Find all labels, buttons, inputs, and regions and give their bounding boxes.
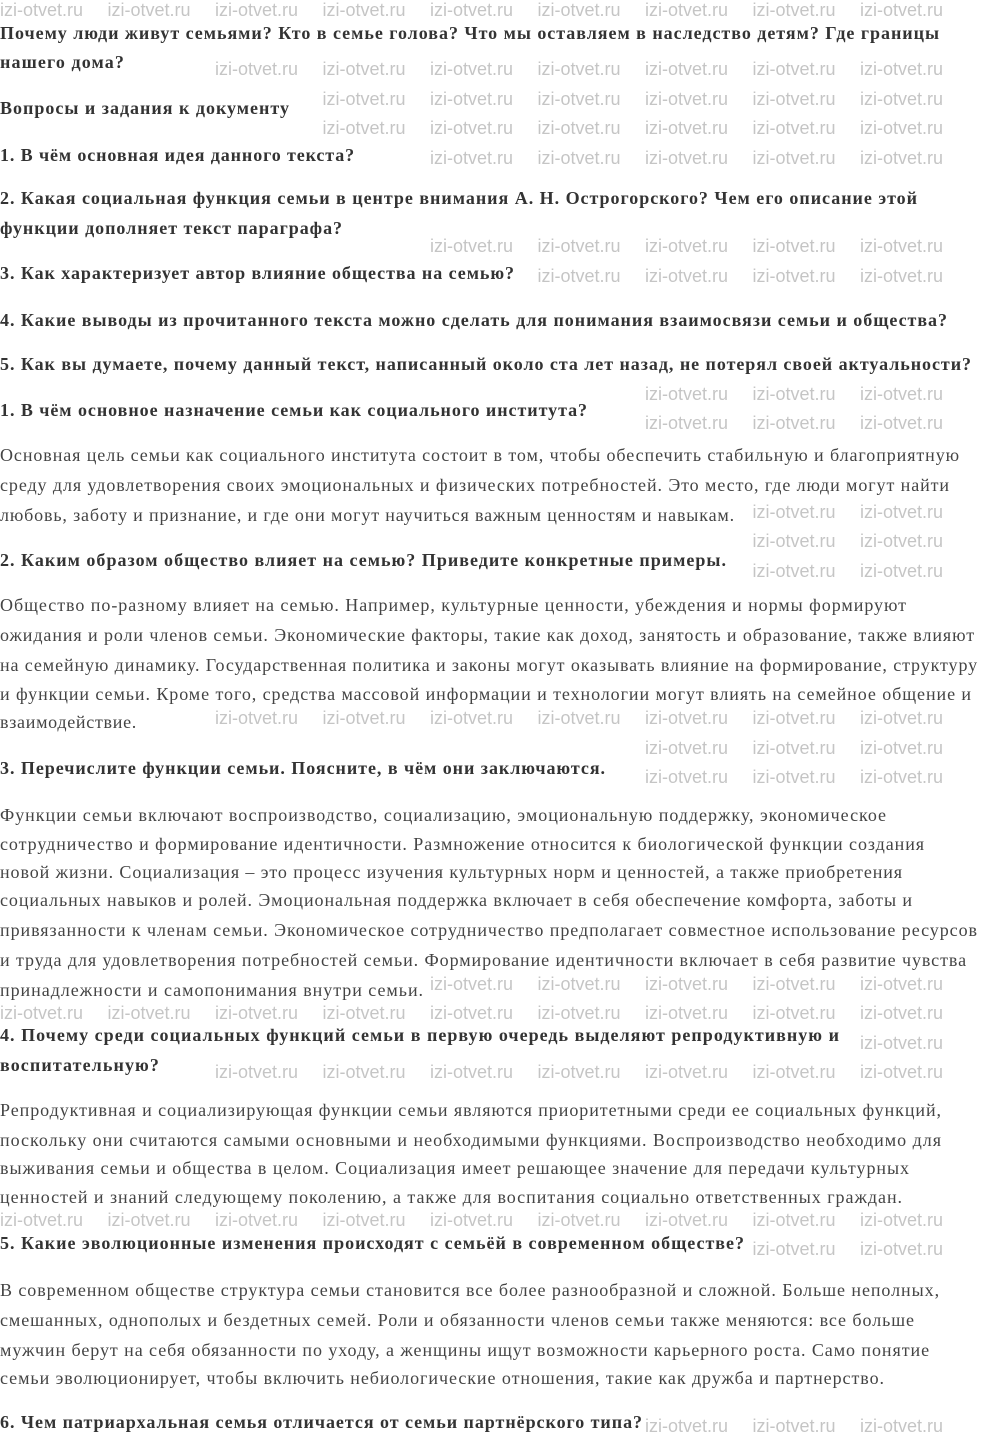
watermark-text: izi-otvet.ru [752, 708, 836, 728]
answer-line: новой жизни. Социализация – это процесс изучения культурных норм и ценностей, а также приобретения [0, 862, 903, 882]
watermark-text: izi-otvet.ru [752, 118, 836, 138]
watermark-text: izi-otvet.ru [645, 118, 729, 138]
watermark-text: izi-otvet.ru [645, 1209, 729, 1230]
watermark-text: izi-otvet.ru [860, 737, 944, 758]
watermark-text: izi-otvet.ru [752, 236, 836, 256]
watermark-text: izi-otvet.ru [860, 147, 944, 168]
watermark-text: izi-otvet.ru [322, 118, 406, 138]
watermark-text: izi-otvet.ru [752, 560, 836, 581]
answer-line: социальных навыков и ролей. Эмоциональная поддержка включает в себя обеспечение комфорта, заботы и [0, 890, 913, 910]
watermark-text: izi-otvet.ru [860, 265, 944, 286]
question-heading: 4. Почему среди социальных функций семьи в первую очередь выделяют репродуктивную и [0, 1025, 840, 1045]
watermark-text: izi-otvet.ru [752, 973, 836, 994]
watermark-text: izi-otvet.ru [860, 236, 944, 256]
watermark-text: izi-otvet.ru [537, 708, 621, 728]
watermark-text: izi-otvet.ru [752, 1209, 836, 1230]
watermark-text: izi-otvet.ru [752, 88, 836, 109]
watermark-text: izi-otvet.ru [430, 147, 514, 168]
watermark-text: izi-otvet.ru [107, 1003, 191, 1023]
watermark-text: izi-otvet.ru [645, 383, 729, 404]
question-heading: воспитательную? [0, 1055, 160, 1075]
watermark-text: izi-otvet.ru [860, 1062, 944, 1082]
watermark-text: izi-otvet.ru [752, 767, 836, 787]
watermark-text: izi-otvet.ru [107, 1209, 191, 1230]
watermark-text: izi-otvet.ru [860, 59, 944, 79]
section-title: Вопросы и задания к документу [0, 98, 290, 118]
watermark-text: izi-otvet.ru [752, 1416, 836, 1436]
watermark-text: izi-otvet.ru [537, 265, 621, 286]
watermark-text: izi-otvet.ru [215, 1062, 299, 1082]
watermark-text: izi-otvet.ru [537, 236, 621, 256]
watermark-text: izi-otvet.ru [752, 1239, 836, 1259]
answer-line: любовь, заботу и признание, и где они могут научиться важным ценностям и навыкам. [0, 505, 735, 525]
answer-line: сотрудничество и формирование идентичности. Размножение относится к биологической функции создания [0, 834, 925, 854]
answer-line: на семейную динамику. Государственная политика и законы могут оказывать влияние на формирование, структуру [0, 655, 978, 675]
document-question: 2. Какая социальная функция семьи в центре внимания А. Н. Острогорского? Чем его описание этой [0, 188, 918, 208]
watermark-text: izi-otvet.ru [215, 59, 299, 79]
document-question: функции дополняет текст параграфа? [0, 218, 343, 238]
watermark-text: izi-otvet.ru [215, 1209, 299, 1230]
answer-line: Репродуктивная и социализирующая функции семьи являются приоритетными среди ее социальных функций, [0, 1100, 942, 1120]
watermark-text: izi-otvet.ru [860, 1003, 944, 1023]
watermark-text: izi-otvet.ru [860, 1209, 944, 1230]
answer-line: и труда для удовлетворения потребностей семьи. Формирование идентичности включает в себя развитие чувства [0, 950, 967, 970]
watermark-text: izi-otvet.ru [537, 973, 621, 994]
document-question: 5. Как вы думаете, почему данный текст, написанный около ста лет назад, не потерял своей актуальности? [0, 354, 972, 374]
watermark-text: izi-otvet.ru [860, 1032, 944, 1053]
watermark-text: izi-otvet.ru [215, 0, 299, 20]
watermark-text: izi-otvet.ru [645, 1416, 729, 1436]
watermark-text: izi-otvet.ru [752, 1062, 836, 1082]
answer-line: и функции семьи. Кроме того, средства массовой информации и технологии могут влиять на семейное общение и [0, 684, 972, 704]
question-heading: 6. Чем патриархальная семья отличается от семьи партнёрского типа? [0, 1412, 643, 1432]
watermark-text: izi-otvet.ru [430, 118, 514, 138]
watermark-text: izi-otvet.ru [645, 265, 729, 286]
intro-line: Почему люди живут семьями? Кто в семье голова? Что мы оставляем в наследство детям? Где границы [0, 23, 940, 43]
watermark-text: izi-otvet.ru [430, 88, 514, 109]
watermark-text: izi-otvet.ru [860, 767, 944, 787]
answer-line: Основная цель семьи как социального института состоит в том, чтобы обеспечить стабильную и благоприятную [0, 445, 960, 465]
watermark-text: izi-otvet.ru [752, 265, 836, 286]
watermark-text: izi-otvet.ru [645, 767, 729, 787]
answer-line: ожидания и роли членов семьи. Экономические факторы, такие как доход, занятость и образование, также влияют [0, 625, 975, 645]
watermark-text: izi-otvet.ru [537, 118, 621, 138]
watermark-text: izi-otvet.ru [860, 973, 944, 994]
watermark-text: izi-otvet.ru [322, 708, 406, 728]
answer-line: взаимодействие. [0, 712, 137, 732]
watermark-text: izi-otvet.ru [322, 88, 406, 109]
question-heading: 5. Какие эволюционные изменения происходят с семьёй в современном обществе? [0, 1233, 745, 1253]
intro-line: нашего дома? [0, 52, 125, 72]
watermark-text: izi-otvet.ru [645, 708, 729, 728]
watermark-text: izi-otvet.ru [645, 59, 729, 79]
watermark-text: izi-otvet.ru [645, 88, 729, 109]
answer-line: В современном обществе структура семьи становится все более разнообразной и сложной. Больше неполных, [0, 1280, 940, 1300]
watermark-text: izi-otvet.ru [645, 737, 729, 758]
watermark-text: izi-otvet.ru [752, 501, 836, 522]
answer-line: выживания семьи и общества в целом. Социализация имеет решающее значение для передачи культурных [0, 1158, 910, 1178]
watermark-text: izi-otvet.ru [860, 531, 944, 551]
watermark-text: izi-otvet.ru [752, 1003, 836, 1023]
watermark-text: izi-otvet.ru [322, 1062, 406, 1082]
watermark-text: izi-otvet.ru [430, 236, 514, 256]
watermark-text: izi-otvet.ru [752, 737, 836, 758]
watermark-text: izi-otvet.ru [860, 501, 944, 522]
answer-line: мужчин берут на себя обязанности по уходу, а женщины ищут возможности карьерного роста. Само понятие [0, 1340, 930, 1360]
answer-line: ценностей и знаний следующему поколению, а также для воспитания социально ответственных граждан. [0, 1187, 903, 1207]
watermark-text: izi-otvet.ru [537, 0, 621, 20]
watermark-text: izi-otvet.ru [537, 1062, 621, 1082]
watermark-text: izi-otvet.ru [215, 708, 299, 728]
document-question: 3. Как характеризует автор влияние общества на семью? [0, 263, 515, 283]
watermark-text: izi-otvet.ru [645, 236, 729, 256]
watermark-text: izi-otvet.ru [215, 1003, 299, 1023]
watermark-text: izi-otvet.ru [645, 147, 729, 168]
watermark-text: izi-otvet.ru [645, 413, 729, 433]
watermark-text: izi-otvet.ru [860, 118, 944, 138]
watermark-text: izi-otvet.ru [752, 531, 836, 551]
watermark-text: izi-otvet.ru [860, 560, 944, 581]
watermark-text: izi-otvet.ru [752, 0, 836, 20]
watermark-text: izi-otvet.ru [537, 1003, 621, 1023]
watermark-text: izi-otvet.ru [752, 413, 836, 433]
watermark-text: izi-otvet.ru [322, 1209, 406, 1230]
watermark-text: izi-otvet.ru [860, 88, 944, 109]
watermark-text: izi-otvet.ru [860, 1416, 944, 1436]
watermark-text: izi-otvet.ru [752, 59, 836, 79]
watermark-text: izi-otvet.ru [430, 0, 514, 20]
watermark-text: izi-otvet.ru [645, 1003, 729, 1023]
watermark-text: izi-otvet.ru [537, 1209, 621, 1230]
answer-line: среду для удовлетворения своих эмоциональных и физических потребностей. Это место, где люди могут найти [0, 475, 950, 495]
answer-line: Общество по-разному влияет на семью. Например, культурные ценности, убеждения и нормы формируют [0, 595, 907, 615]
watermark-text: izi-otvet.ru [860, 0, 944, 20]
question-heading: 2. Каким образом общество влияет на семью? Приведите конкретные примеры. [0, 550, 727, 570]
watermark-text: izi-otvet.ru [860, 383, 944, 404]
watermark-text: izi-otvet.ru [537, 59, 621, 79]
watermark-text: izi-otvet.ru [107, 0, 191, 20]
watermark-text: izi-otvet.ru [430, 1062, 514, 1082]
watermark-text: izi-otvet.ru [322, 59, 406, 79]
watermark-text: izi-otvet.ru [860, 413, 944, 433]
watermark-text: izi-otvet.ru [430, 708, 514, 728]
watermark-text: izi-otvet.ru [430, 973, 514, 994]
watermark-text: izi-otvet.ru [430, 1003, 514, 1023]
document-question: 1. В чём основная идея данного текста? [0, 145, 355, 165]
watermark-text: izi-otvet.ru [645, 1062, 729, 1082]
watermark-text: izi-otvet.ru [0, 1003, 84, 1023]
watermark-text: izi-otvet.ru [322, 0, 406, 20]
watermark-text: izi-otvet.ru [860, 708, 944, 728]
watermark-text: izi-otvet.ru [0, 1209, 84, 1230]
watermark-text: izi-otvet.ru [537, 147, 621, 168]
answer-line: Функции семьи включают воспроизводство, социализацию, эмоциональную поддержку, экономическое [0, 805, 887, 825]
question-heading: 1. В чём основное назначение семьи как социального института? [0, 400, 588, 420]
watermark-text: izi-otvet.ru [0, 0, 84, 20]
watermark-text: izi-otvet.ru [645, 0, 729, 20]
answer-line: семьи эволюционирует, чтобы включить небиологические отношения, такие как дружба и партнерство. [0, 1368, 885, 1388]
watermark-text: izi-otvet.ru [537, 88, 621, 109]
answer-line: принадлежности и самопонимания внутри семьи. [0, 980, 424, 1000]
watermark-text: izi-otvet.ru [430, 59, 514, 79]
answer-line: поскольку они считаются самыми основными и необходимыми функциями. Воспроизводство необходимо для [0, 1130, 942, 1150]
watermark-text: izi-otvet.ru [430, 1209, 514, 1230]
answer-line: смешанных, однополых и бездетных семей. Роли и обязанности членов семьи также меняются: все больше [0, 1310, 915, 1330]
answer-line: привязанности к членам семьи. Экономическое сотрудничество предполагает совместное использование ресурсов [0, 920, 978, 940]
watermark-text: izi-otvet.ru [645, 973, 729, 994]
watermark-text: izi-otvet.ru [752, 383, 836, 404]
watermark-text: izi-otvet.ru [322, 1003, 406, 1023]
question-heading: 3. Перечислите функции семьи. Поясните, в чём они заключаются. [0, 758, 606, 778]
watermark-text: izi-otvet.ru [860, 1239, 944, 1259]
watermark-text: izi-otvet.ru [752, 147, 836, 168]
document-question: 4. Какие выводы из прочитанного текста можно сделать для понимания взаимосвязи семьи и общества? [0, 310, 948, 330]
